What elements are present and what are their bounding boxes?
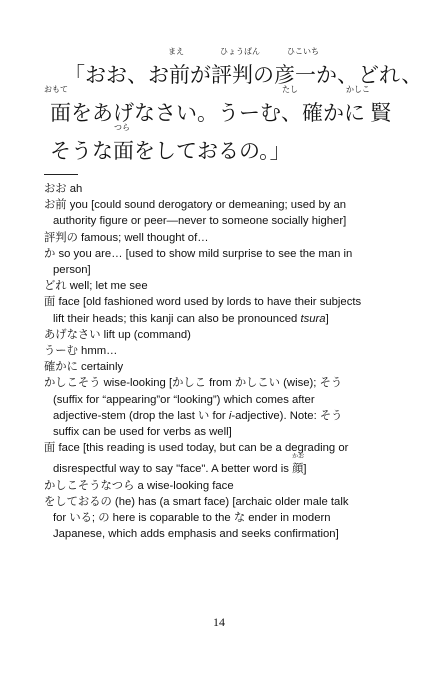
- ruby-kashiko: かしこ: [346, 85, 370, 94]
- entry-continuation: [44, 311, 414, 327]
- entry-head: うーむ: [44, 344, 78, 358]
- entry-head: 面: [44, 295, 56, 309]
- entry-head: かしこそうなつら: [44, 478, 135, 492]
- furigana-reading: かお: [292, 454, 305, 461]
- quote-text-2: 面をあげなさい。うーむ、確かに 賢: [50, 101, 392, 125]
- entry-head: 確かに: [44, 360, 78, 374]
- entry-text: (he) has (a smart face) [archaic older male talk: [111, 495, 349, 508]
- section-divider: [44, 174, 78, 175]
- entry-continuation: Japanese, which adds emphasis and seeks confirmation]: [53, 528, 339, 541]
- ruby-tsura: つら: [114, 123, 130, 132]
- ruby-omote: おもて: [44, 85, 68, 94]
- entry-head: をしておるの: [44, 494, 112, 508]
- glossary-entry: [44, 343, 414, 359]
- glossary-entry: [44, 278, 414, 294]
- entry-continuation: person]: [53, 264, 91, 277]
- glossary-entry: [44, 359, 414, 375]
- ruby-tashi: たし: [282, 85, 298, 94]
- glossary-list: [44, 181, 414, 542]
- entry-romaji: tsura: [300, 312, 326, 325]
- glossary-entry: [44, 327, 414, 343]
- page-number: 14: [213, 615, 225, 629]
- entry-continuation: for いる; の here is coparable to the な ender in modern: [53, 512, 331, 525]
- glossary-entry: [44, 246, 414, 278]
- furigana-base: 顔: [292, 463, 304, 476]
- entry-continuation-text: ]: [303, 463, 307, 476]
- entry-head: どれ: [44, 279, 67, 293]
- entry-continuation: (suffix for “appearing”or “looking”) which comes after: [53, 393, 315, 406]
- glossary-entry: [44, 494, 414, 543]
- entry-text: well; let me see: [66, 280, 148, 293]
- entry-continuation-text: lift their heads; this kanji can also be pronounced: [53, 312, 301, 325]
- entry-head: あげなさい: [44, 327, 101, 341]
- entry-continuation-text: ]: [325, 312, 329, 325]
- entry-text: famous; well thought of…: [77, 231, 209, 244]
- ruby-mae: まえ: [168, 47, 184, 56]
- entry-head: おお: [44, 182, 67, 195]
- entry-head: かしこそう: [44, 376, 101, 390]
- entry-continuation: [44, 408, 414, 424]
- quote-text-1: 「おお、お前が評判の彦一か、どれ、: [64, 63, 423, 87]
- quote-block: [44, 47, 423, 167]
- entry-text: certainly: [77, 361, 124, 374]
- ruby-hikoichi: ひこいち: [287, 47, 319, 56]
- glossary-entry: [44, 181, 414, 197]
- glossary-entry: [44, 230, 414, 246]
- quote-line-3: [50, 123, 410, 167]
- entry-text: so you are… [used to show mild surprise to see the man in: [55, 247, 353, 260]
- glossary-entry: [44, 375, 414, 440]
- entry-text: face [this reading is used today, but can be a degrading or: [55, 442, 349, 455]
- glossary-entry: [44, 440, 414, 477]
- furigana-kanji: [292, 454, 305, 477]
- entry-head: 評判の: [44, 230, 78, 244]
- entry-continuation: [44, 454, 414, 477]
- quote-line-2: [44, 85, 410, 129]
- entry-continuation-text: -adjective). Note: そう: [231, 409, 343, 422]
- entry-head: 面: [44, 441, 56, 455]
- entry-continuation-text: disrespectful way to say "face". A better word is: [53, 463, 293, 476]
- glossary-entry: [44, 294, 414, 326]
- entry-text: you [could sound derogatory or demeaning; used by an: [66, 199, 347, 212]
- entry-continuation: authority figure or peer—never to someone socially higher]: [53, 215, 347, 228]
- entry-text: wise-looking [かしこ from かしこい (wise); そう: [100, 377, 343, 390]
- entry-continuation-text: adjective-stem (drop the last い for: [53, 409, 229, 422]
- ruby-hyouban: ひょうばん: [220, 47, 260, 56]
- entry-continuation: suffix can be used for verbs as well]: [53, 426, 232, 439]
- entry-text: ah: [66, 183, 83, 195]
- quote-text-3: そうな面をしておるの。」: [50, 139, 291, 163]
- entry-text: face [old fashioned word used by lords to have their subjects: [55, 296, 362, 309]
- entry-head: か: [44, 246, 56, 260]
- glossary-entry: [44, 478, 414, 494]
- glossary-entry: [44, 197, 414, 229]
- entry-text: lift up (command): [100, 328, 191, 341]
- entry-italic: i: [228, 409, 232, 422]
- entry-text: a wise-looking face: [134, 479, 234, 492]
- entry-text: hmm…: [77, 345, 118, 358]
- entry-head: お前: [44, 198, 67, 212]
